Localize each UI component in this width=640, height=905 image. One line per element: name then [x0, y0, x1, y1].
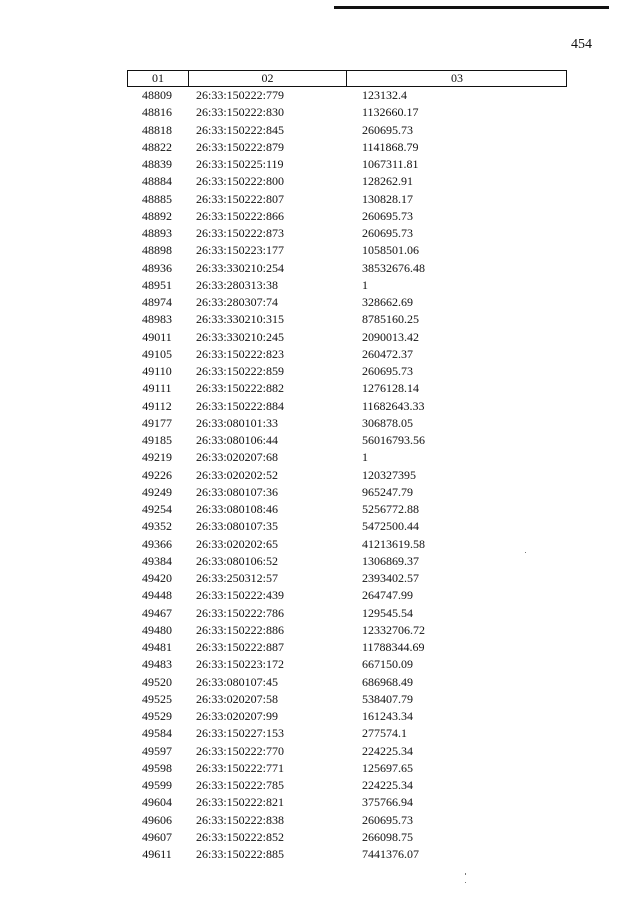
cell-03: 5472500.44	[362, 519, 419, 534]
cell-03: 328662.69	[362, 295, 413, 309]
cell-03: 12332706.72	[362, 622, 425, 637]
cell-01: 49366	[142, 536, 172, 551]
table-row	[127, 173, 567, 190]
table-row	[127, 622, 567, 639]
cell-01: 49606	[142, 812, 172, 827]
cell-03: 129545.54	[362, 605, 413, 620]
cell-01: 48816	[142, 105, 172, 120]
cell-02: 26:33:080106:44	[196, 433, 279, 447]
cell-03: 161243.34	[362, 709, 413, 723]
cell-01: 49352	[142, 519, 172, 534]
cell-03: 2393402.57	[362, 571, 419, 585]
cell-03: 266098.75	[362, 829, 413, 844]
table-row	[127, 812, 567, 829]
cell-02: 26:33:150222:786	[196, 605, 285, 620]
scan-speck	[525, 552, 526, 553]
table-row	[127, 639, 567, 656]
cell-02: 26:33:150222:884	[196, 398, 285, 413]
cell-02: 26:33:330210:315	[196, 312, 285, 327]
cell-01: 49604	[142, 795, 172, 810]
cell-01: 49384	[142, 553, 172, 568]
cell-03: 1132660.17	[362, 105, 419, 120]
cell-02: 26:33:150222:859	[196, 364, 285, 378]
cell-01: 49254	[142, 502, 172, 516]
cell-02: 26:33:150222:830	[196, 105, 285, 120]
cell-03: 38532676.48	[362, 260, 425, 275]
cell-02: 26:33:080106:52	[196, 553, 279, 568]
cell-03: 260695.73	[362, 208, 413, 223]
cell-01: 49607	[142, 829, 172, 844]
table-row	[127, 398, 567, 415]
cell-03: 41213619.58	[362, 536, 425, 551]
cell-02: 26:33:150222:879	[196, 139, 285, 154]
cell-02: 26:33:020207:58	[196, 691, 279, 706]
cell-02: 26:33:150222:838	[196, 812, 285, 827]
cell-03: 120327395	[362, 467, 416, 482]
cell-02: 26:33:150222:439	[196, 588, 285, 603]
cell-02: 26:33:150223:177	[196, 243, 285, 258]
cell-02: 26:33:330210:254	[196, 260, 285, 275]
table-row	[127, 587, 567, 604]
cell-03: 130828.17	[362, 191, 413, 206]
cell-02: 26:33:020202:65	[196, 536, 279, 551]
table-row	[127, 501, 567, 518]
cell-02: 26:33:150225:119	[196, 157, 284, 171]
cell-03: 128262.91	[362, 174, 413, 189]
table-row	[127, 260, 567, 277]
cell-03: 667150.09	[362, 657, 413, 672]
cell-03: 1	[362, 277, 368, 292]
cell-03: 56016793.56	[362, 433, 425, 447]
cell-03: 123132.4	[362, 88, 407, 102]
cell-02: 26:33:150227:153	[196, 726, 285, 741]
table-row	[127, 311, 567, 328]
cell-01: 48974	[142, 295, 172, 309]
cell-03: 260695.73	[362, 812, 413, 827]
cell-01: 48822	[142, 139, 172, 154]
cell-03: 7441376.07	[362, 847, 419, 861]
cell-01: 48809	[142, 88, 172, 102]
cell-02: 26:33:150222:886	[196, 622, 285, 637]
cell-02: 26:33:150222:821	[196, 795, 285, 810]
table-row	[127, 794, 567, 811]
cell-01: 49226	[142, 467, 172, 482]
table-row	[127, 674, 567, 691]
table-row	[127, 156, 567, 173]
cell-03: 306878.05	[362, 415, 413, 430]
table-row	[127, 605, 567, 622]
cell-01: 49611	[142, 847, 172, 861]
table-row	[127, 553, 567, 570]
cell-01: 49529	[142, 709, 172, 723]
cell-02: 26:33:150222:770	[196, 743, 285, 758]
table-row	[127, 518, 567, 535]
cell-01: 48884	[142, 174, 172, 189]
cell-02: 26:33:150222:800	[196, 174, 285, 189]
cell-03: 1067311.81	[362, 157, 419, 171]
cell-01: 49110	[142, 364, 172, 378]
cell-03: 8785160.25	[362, 312, 419, 327]
cell-03: 224225.34	[362, 778, 413, 792]
column-header-02: 02	[188, 71, 346, 86]
table-row	[127, 777, 567, 794]
table-row	[127, 122, 567, 139]
cell-03: 224225.34	[362, 743, 413, 758]
cell-03: 375766.94	[362, 795, 413, 810]
cell-01: 49599	[142, 778, 172, 792]
table-row	[127, 225, 567, 242]
cell-02: 26:33:150223:172	[196, 657, 285, 672]
cell-01: 49520	[142, 674, 172, 689]
cell-03: 1306869.37	[362, 553, 419, 568]
cell-01: 49219	[142, 450, 172, 465]
scan-speck	[465, 882, 466, 883]
cell-02: 26:33:150222:779	[196, 88, 285, 102]
cell-02: 26:33:020202:52	[196, 467, 279, 482]
cell-03: 1141868.79	[362, 139, 419, 154]
table-row	[127, 104, 567, 121]
cell-03: 11682643.33	[362, 398, 425, 413]
page-number: 454	[571, 37, 592, 52]
cell-02: 26:33:020207:99	[196, 709, 279, 723]
cell-02: 26:33:150222:866	[196, 208, 285, 223]
cell-03: 260695.73	[362, 226, 413, 240]
table-body	[127, 87, 567, 863]
cell-02: 26:33:330210:245	[196, 329, 285, 344]
cell-02: 26:33:150222:771	[196, 760, 285, 775]
cell-01: 48885	[142, 191, 172, 206]
cell-01: 49467	[142, 605, 172, 620]
table-row	[127, 380, 567, 397]
column-header-03: 03	[346, 71, 567, 86]
cell-02: 26:33:150222:823	[196, 346, 285, 361]
table-row	[127, 829, 567, 846]
table-row	[127, 139, 567, 156]
table-row	[127, 208, 567, 225]
cell-01: 49597	[142, 743, 172, 758]
cell-02: 26:33:150222:807	[196, 191, 285, 206]
table-row	[127, 242, 567, 259]
cell-02: 26:33:150222:785	[196, 778, 285, 792]
cell-01: 48892	[142, 208, 172, 223]
cell-02: 26:33:080101:33	[196, 415, 279, 430]
cell-01: 49481	[142, 640, 172, 654]
cell-03: 264747.99	[362, 588, 413, 603]
cell-02: 26:33:250312:57	[196, 571, 279, 585]
table-row	[127, 277, 567, 294]
cell-03: 965247.79	[362, 484, 413, 499]
cell-01: 49011	[142, 329, 172, 344]
scan-speck	[465, 873, 466, 875]
cell-01: 49584	[142, 726, 172, 741]
cell-01: 48983	[142, 312, 172, 327]
cell-03: 277574.1	[362, 726, 407, 741]
table-row	[127, 294, 567, 311]
cell-02: 26:33:280307:74	[196, 295, 279, 309]
table-row	[127, 415, 567, 432]
cell-02: 26:33:080107:35	[196, 519, 279, 534]
cell-03: 538407.79	[362, 691, 413, 706]
cell-01: 48893	[142, 226, 172, 240]
cell-01: 49112	[142, 398, 172, 413]
cell-01: 49525	[142, 691, 172, 706]
table-row	[127, 346, 567, 363]
cell-03: 1	[362, 450, 368, 465]
table-row	[127, 570, 567, 587]
table-row	[127, 87, 567, 104]
cell-01: 49249	[142, 484, 172, 499]
cell-02: 26:33:150222:887	[196, 640, 285, 654]
cell-03: 260472.37	[362, 346, 413, 361]
cell-03: 260695.73	[362, 122, 413, 137]
cell-03: 5256772.88	[362, 502, 419, 516]
table-row	[127, 191, 567, 208]
table-row	[127, 656, 567, 673]
cell-03: 11788344.69	[362, 640, 425, 654]
cell-02: 26:33:150222:852	[196, 829, 285, 844]
table-row	[127, 743, 567, 760]
cell-02: 26:33:080107:45	[196, 674, 279, 689]
column-header-01: 01	[152, 71, 164, 85]
cell-01: 49483	[142, 657, 172, 672]
cell-02: 26:33:080107:36	[196, 484, 279, 499]
cell-03: 1058501.06	[362, 243, 419, 258]
cell-02: 26:33:150222:882	[196, 381, 285, 396]
table-row	[127, 536, 567, 553]
cell-03: 1276128.14	[362, 381, 419, 396]
cell-01: 49111	[142, 381, 172, 396]
table-row	[127, 846, 567, 863]
table-row	[127, 691, 567, 708]
cell-03: 260695.73	[362, 364, 413, 378]
table-row	[127, 725, 567, 742]
cell-01: 49598	[142, 760, 172, 775]
cell-01: 49480	[142, 622, 172, 637]
cell-02: 26:33:020207:68	[196, 450, 279, 465]
cell-02: 26:33:150222:873	[196, 226, 285, 240]
cell-01: 48951	[142, 277, 172, 292]
cell-03: 2090013.42	[362, 329, 419, 344]
cell-01: 48936	[142, 260, 172, 275]
cell-02: 26:33:150222:845	[196, 122, 285, 137]
cell-01: 49177	[142, 415, 172, 430]
cell-02: 26:33:280313:38	[196, 277, 279, 292]
table-row	[127, 432, 567, 449]
table-row	[127, 760, 567, 777]
cell-01: 48898	[142, 243, 172, 258]
top-rule	[334, 6, 609, 9]
cell-03: 686968.49	[362, 674, 413, 689]
cell-03: 125697.65	[362, 760, 413, 775]
cell-01: 49105	[142, 346, 172, 361]
cell-02: 26:33:080108:46	[196, 502, 279, 516]
table-row	[127, 329, 567, 346]
cell-02: 26:33:150222:885	[196, 847, 285, 861]
cell-01: 49420	[142, 571, 172, 585]
table-row	[127, 363, 567, 380]
cell-01: 48818	[142, 122, 172, 137]
cell-01: 49185	[142, 433, 172, 447]
table-row	[127, 708, 567, 725]
table-row	[127, 467, 567, 484]
table-header	[127, 70, 567, 87]
cell-01: 49448	[142, 588, 172, 603]
table-row	[127, 449, 567, 466]
table-row	[127, 484, 567, 501]
cell-01: 48839	[142, 157, 172, 171]
